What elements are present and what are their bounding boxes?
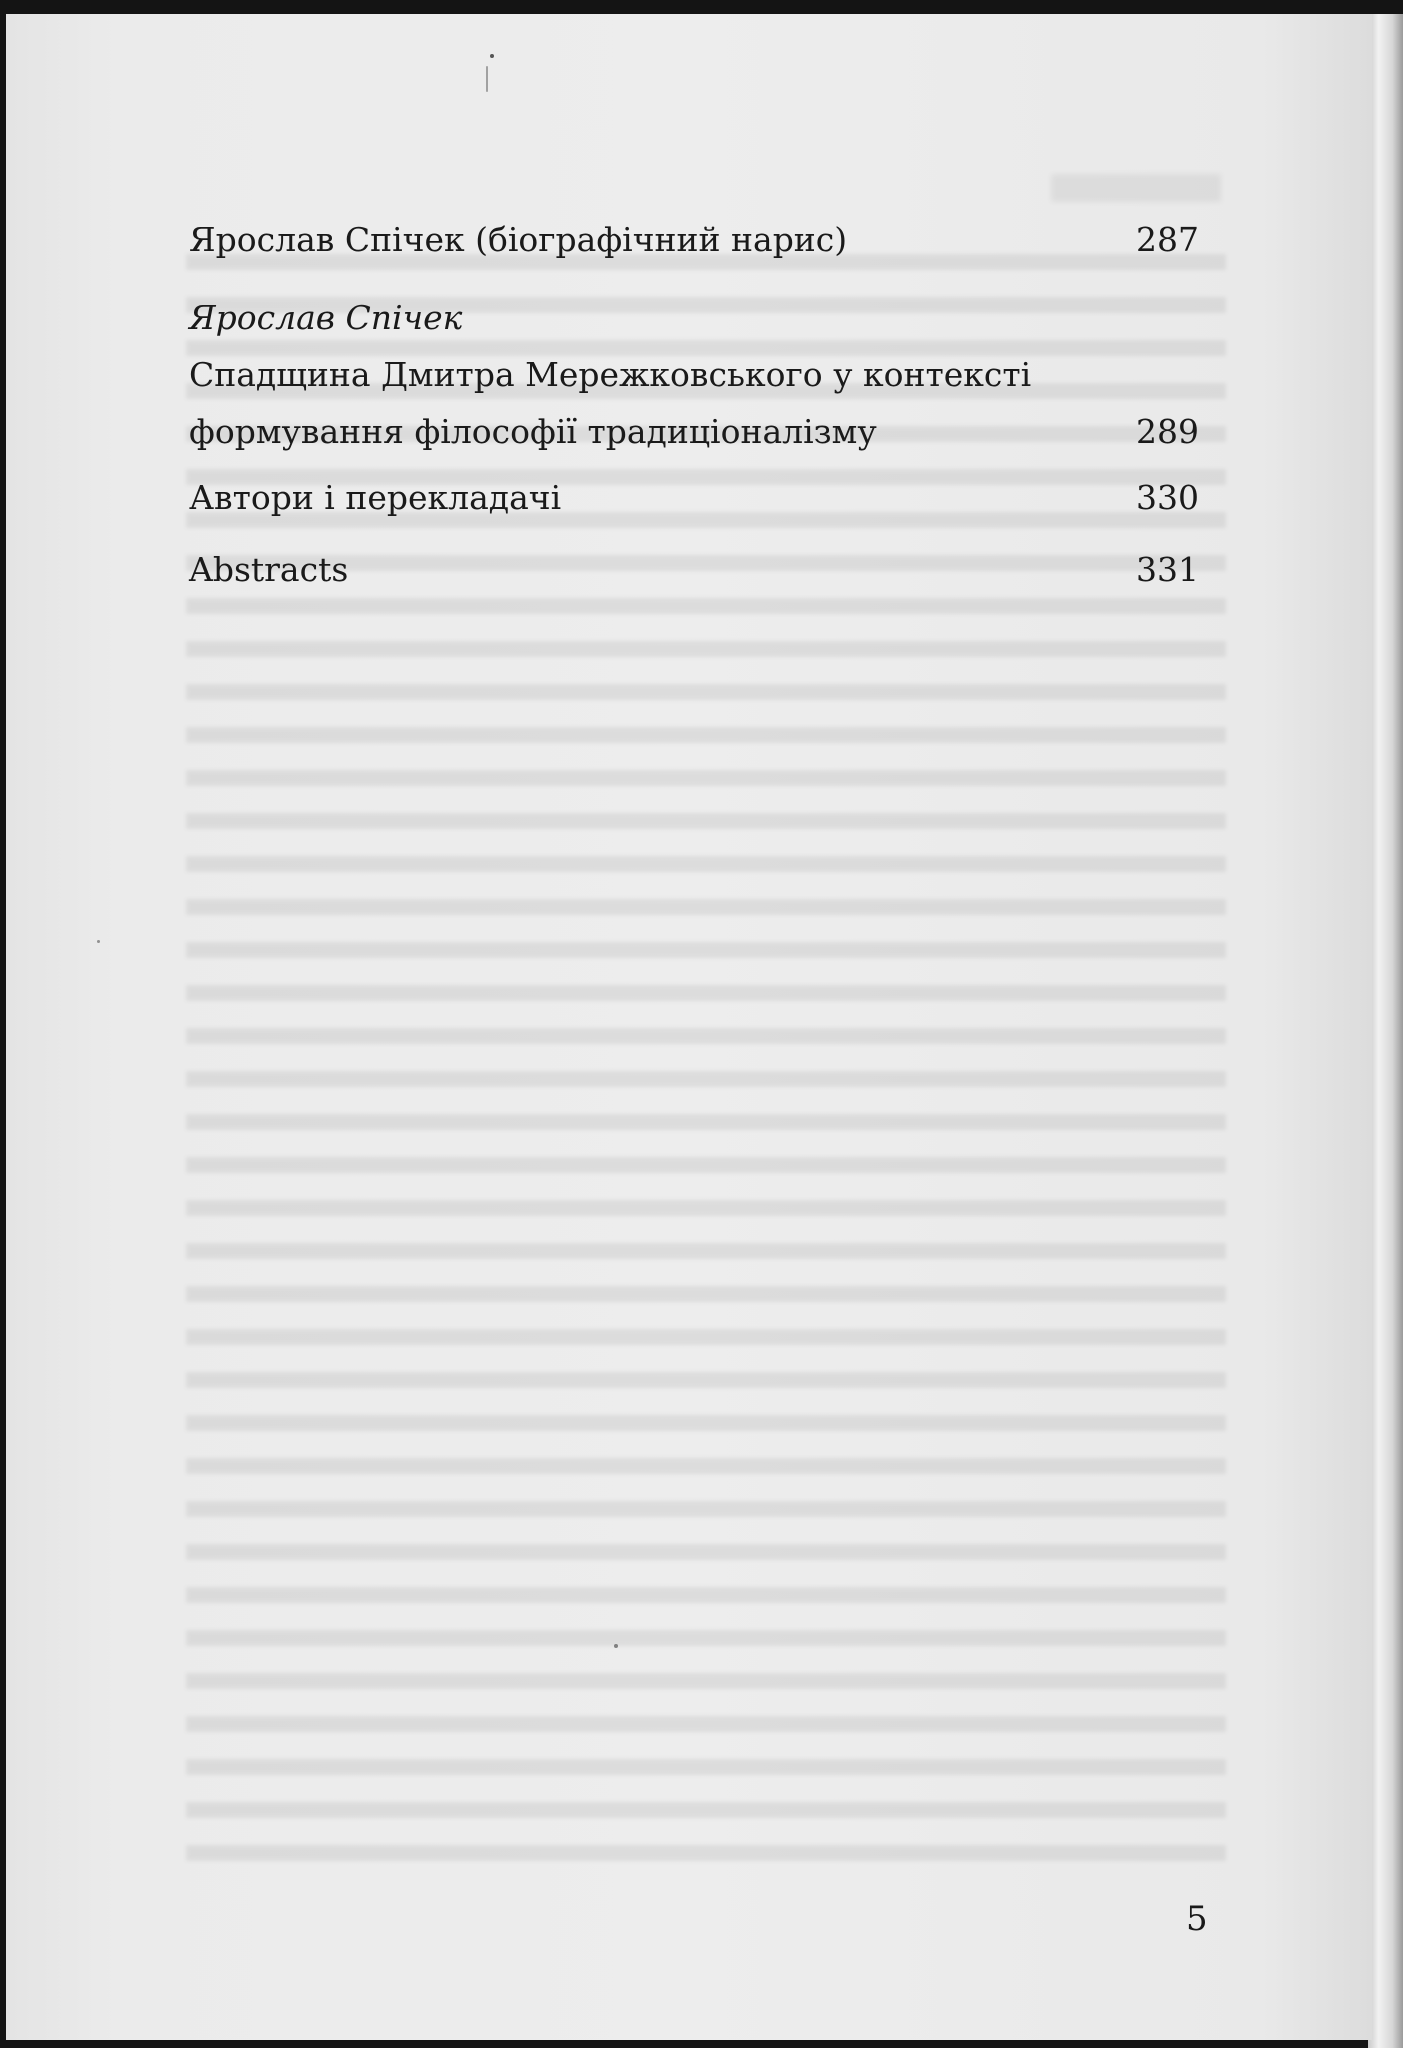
toc-entry-page: 289 xyxy=(1136,412,1199,451)
book-page xyxy=(6,14,1372,2040)
toc-entry-title: Abstracts xyxy=(189,550,349,589)
toc-entry-title-line1: Спадщина Дмитра Мережковського у контексті xyxy=(189,355,1032,394)
toc-entry-page: 331 xyxy=(1136,550,1199,589)
toc-entry-title-line2: формування філософії традиціоналізму xyxy=(189,412,877,451)
toc-entry-title: Автори і перекладачі xyxy=(189,478,562,517)
toc-entry-page: 330 xyxy=(1136,478,1199,517)
toc-entry-title: Ярослав Спічек (біографічний нарис) xyxy=(189,220,848,259)
table-of-contents xyxy=(6,14,1372,2040)
toc-entry-page: 287 xyxy=(1136,220,1199,259)
toc-entry-author-name: Ярослав Спічек xyxy=(189,298,463,337)
page-edge xyxy=(1368,14,1403,2048)
page-number: 5 xyxy=(1186,1899,1208,1939)
